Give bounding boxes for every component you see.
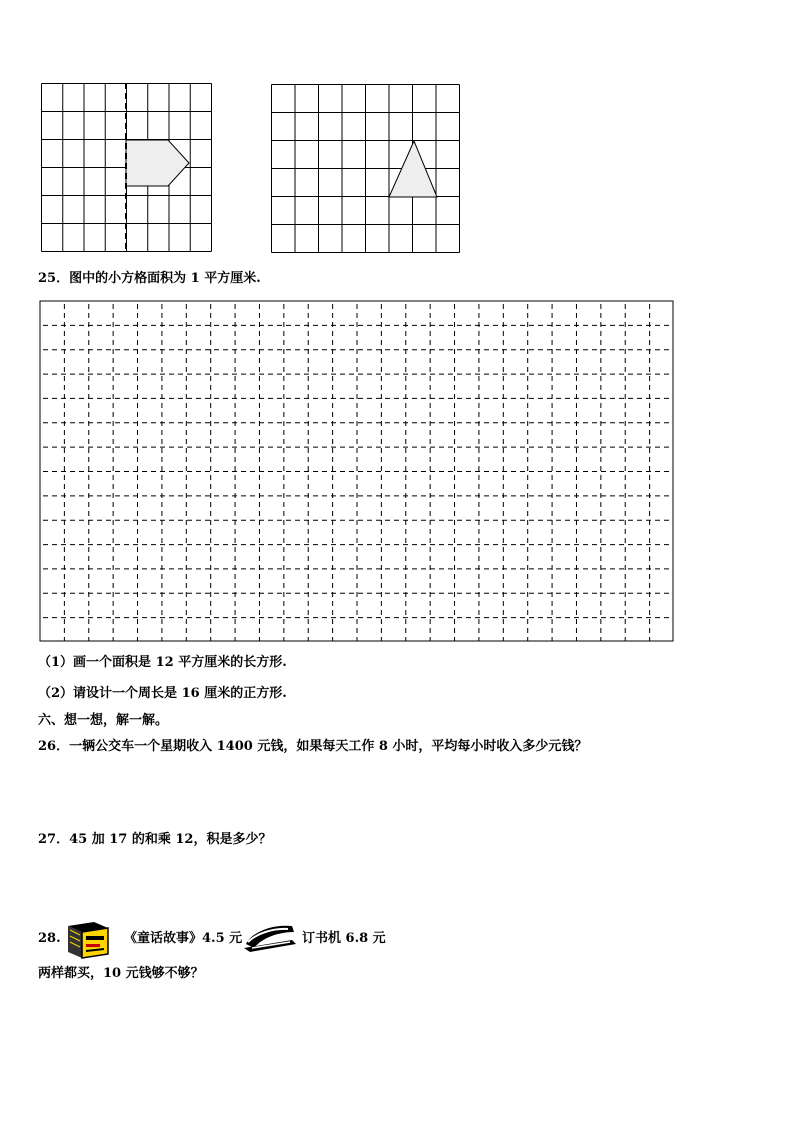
translation-grid-right [271,84,462,254]
question-25-prompt: 25．图中的小方格面积为 1 平方厘米. [38,271,261,286]
question-28-number: 28. [38,931,61,946]
question-27: 27．45 加 17 的和乘 12，积是多少？ [38,832,272,847]
stapler-price-label: 订书机 6.8 元 [302,931,386,946]
section-6-title: 六、想一想，解一解。 [38,713,169,728]
question-25-part-2: （2）请设计一个周长是 16 厘米的正方形. [38,686,287,701]
dashed-drawing-grid [39,300,675,644]
question-25-part-1: （1）画一个面积是 12 平方厘米的长方形. [38,655,287,670]
stapler-icon [242,918,298,954]
question-26: 26．一辆公交车一个星期收入 1400 元钱，如果每天工作 8 小时，平均每小时收入多少元钱？ [38,739,588,754]
book-price-label: 《童话故事》4.5 元 [124,931,243,946]
symmetry-grid-left [41,83,213,253]
book-icon [64,920,114,960]
question-28-question: 两样都买，10 元钱够不够？ [38,966,204,981]
half-pentagon-shape [126,140,189,186]
